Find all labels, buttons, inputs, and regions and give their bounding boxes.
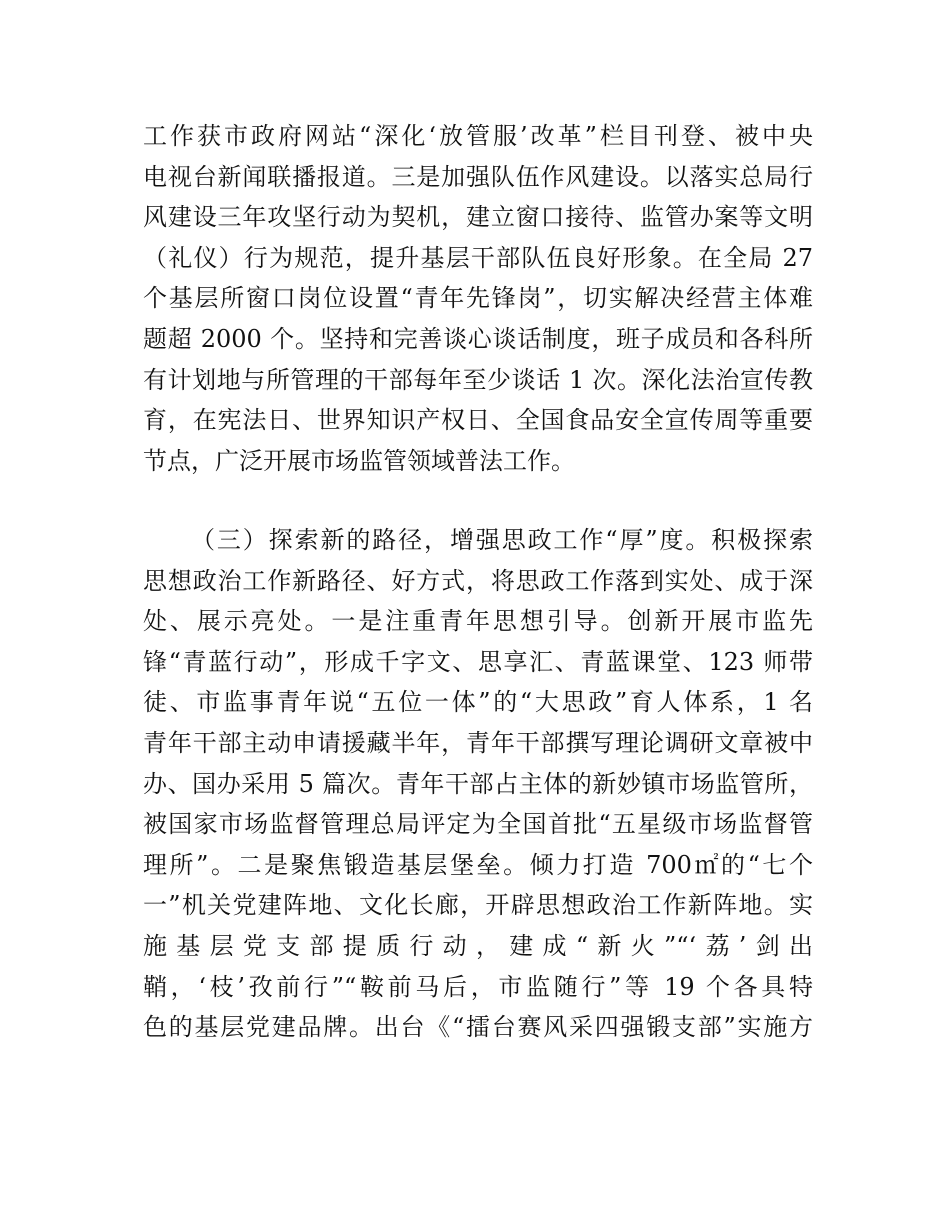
text-line: 施基层党支部提质行动，建成“新火”“‘荔’剑出 [143,931,813,960]
text-line: 徒、市监事青年说“五位一体”的“大思政”育人体系，1 名 [143,688,813,717]
text-line: 风建设三年攻坚行动为契机，建立窗口接待、监管办案等文明 [143,203,813,232]
text-line: 工作获市政府网站“深化‘放管服’改革”栏目刊登、被中央 [143,122,813,150]
paragraph-2 [143,520,813,1048]
text-line: 题超 2000 个。坚持和完善谈心谈话制度，班子成员和各科所 [143,324,813,353]
text-line: 有计划地与所管理的干部每年至少谈话 1 次。深化法治宣传教 [143,365,813,394]
text-line: 办、国办采用 5 篇次。青年干部占主体的新妙镇市场监管所， [143,769,813,798]
text-line: 思想政治工作新路径、好方式，将思政工作落到实处、成于深 [143,566,813,595]
text-line: （礼仪）行为规范，提升基层干部队伍良好形象。在全局 27 [143,243,813,272]
text-line: 理所”。二是聚焦锻造基层堡垒。倾力打造 700㎡的“七个 [143,850,813,879]
text-line: （三）探索新的路径，增强思政工作“厚”度。积极探索 [191,526,813,554]
text-line: 节点，广泛开展市场监管领域普法工作。 [143,446,575,475]
text-line: 锋“青蓝行动”，形成千字文、思享汇、青蓝课堂、123 师带 [143,647,813,676]
text-line: 被国家市场监督管理总局评定为全国首批“五星级市场监督管 [143,810,813,839]
text-line: 处、展示亮处。一是注重青年思想引导。创新开展市监先 [143,607,813,636]
text-line: 青年干部主动申请援藏半年，青年干部撰写理论调研文章被中 [143,728,813,757]
text-line: 个基层所窗口岗位设置“青年先锋岗”，切实解决经营主体难 [143,284,813,313]
text-line: 育，在宪法日、世界知识产权日、全国食品安全宣传周等重要 [143,406,813,435]
text-line: 一”机关党建阵地、文化长廊，开辟思想政治工作新阵地。实 [143,891,813,920]
text-line: 电视台新闻联播报道。三是加强队伍作风建设。以落实总局行 [143,162,813,191]
text-line: 鞘，‘枝’孜前行”“鞍前马后，市监随行”等 19 个各具特 [143,972,813,1001]
text-line: 色的基层党建品牌。出台《“擂台赛风采四强锻支部”实施方 [143,1013,813,1042]
paragraph-1 [143,116,813,481]
